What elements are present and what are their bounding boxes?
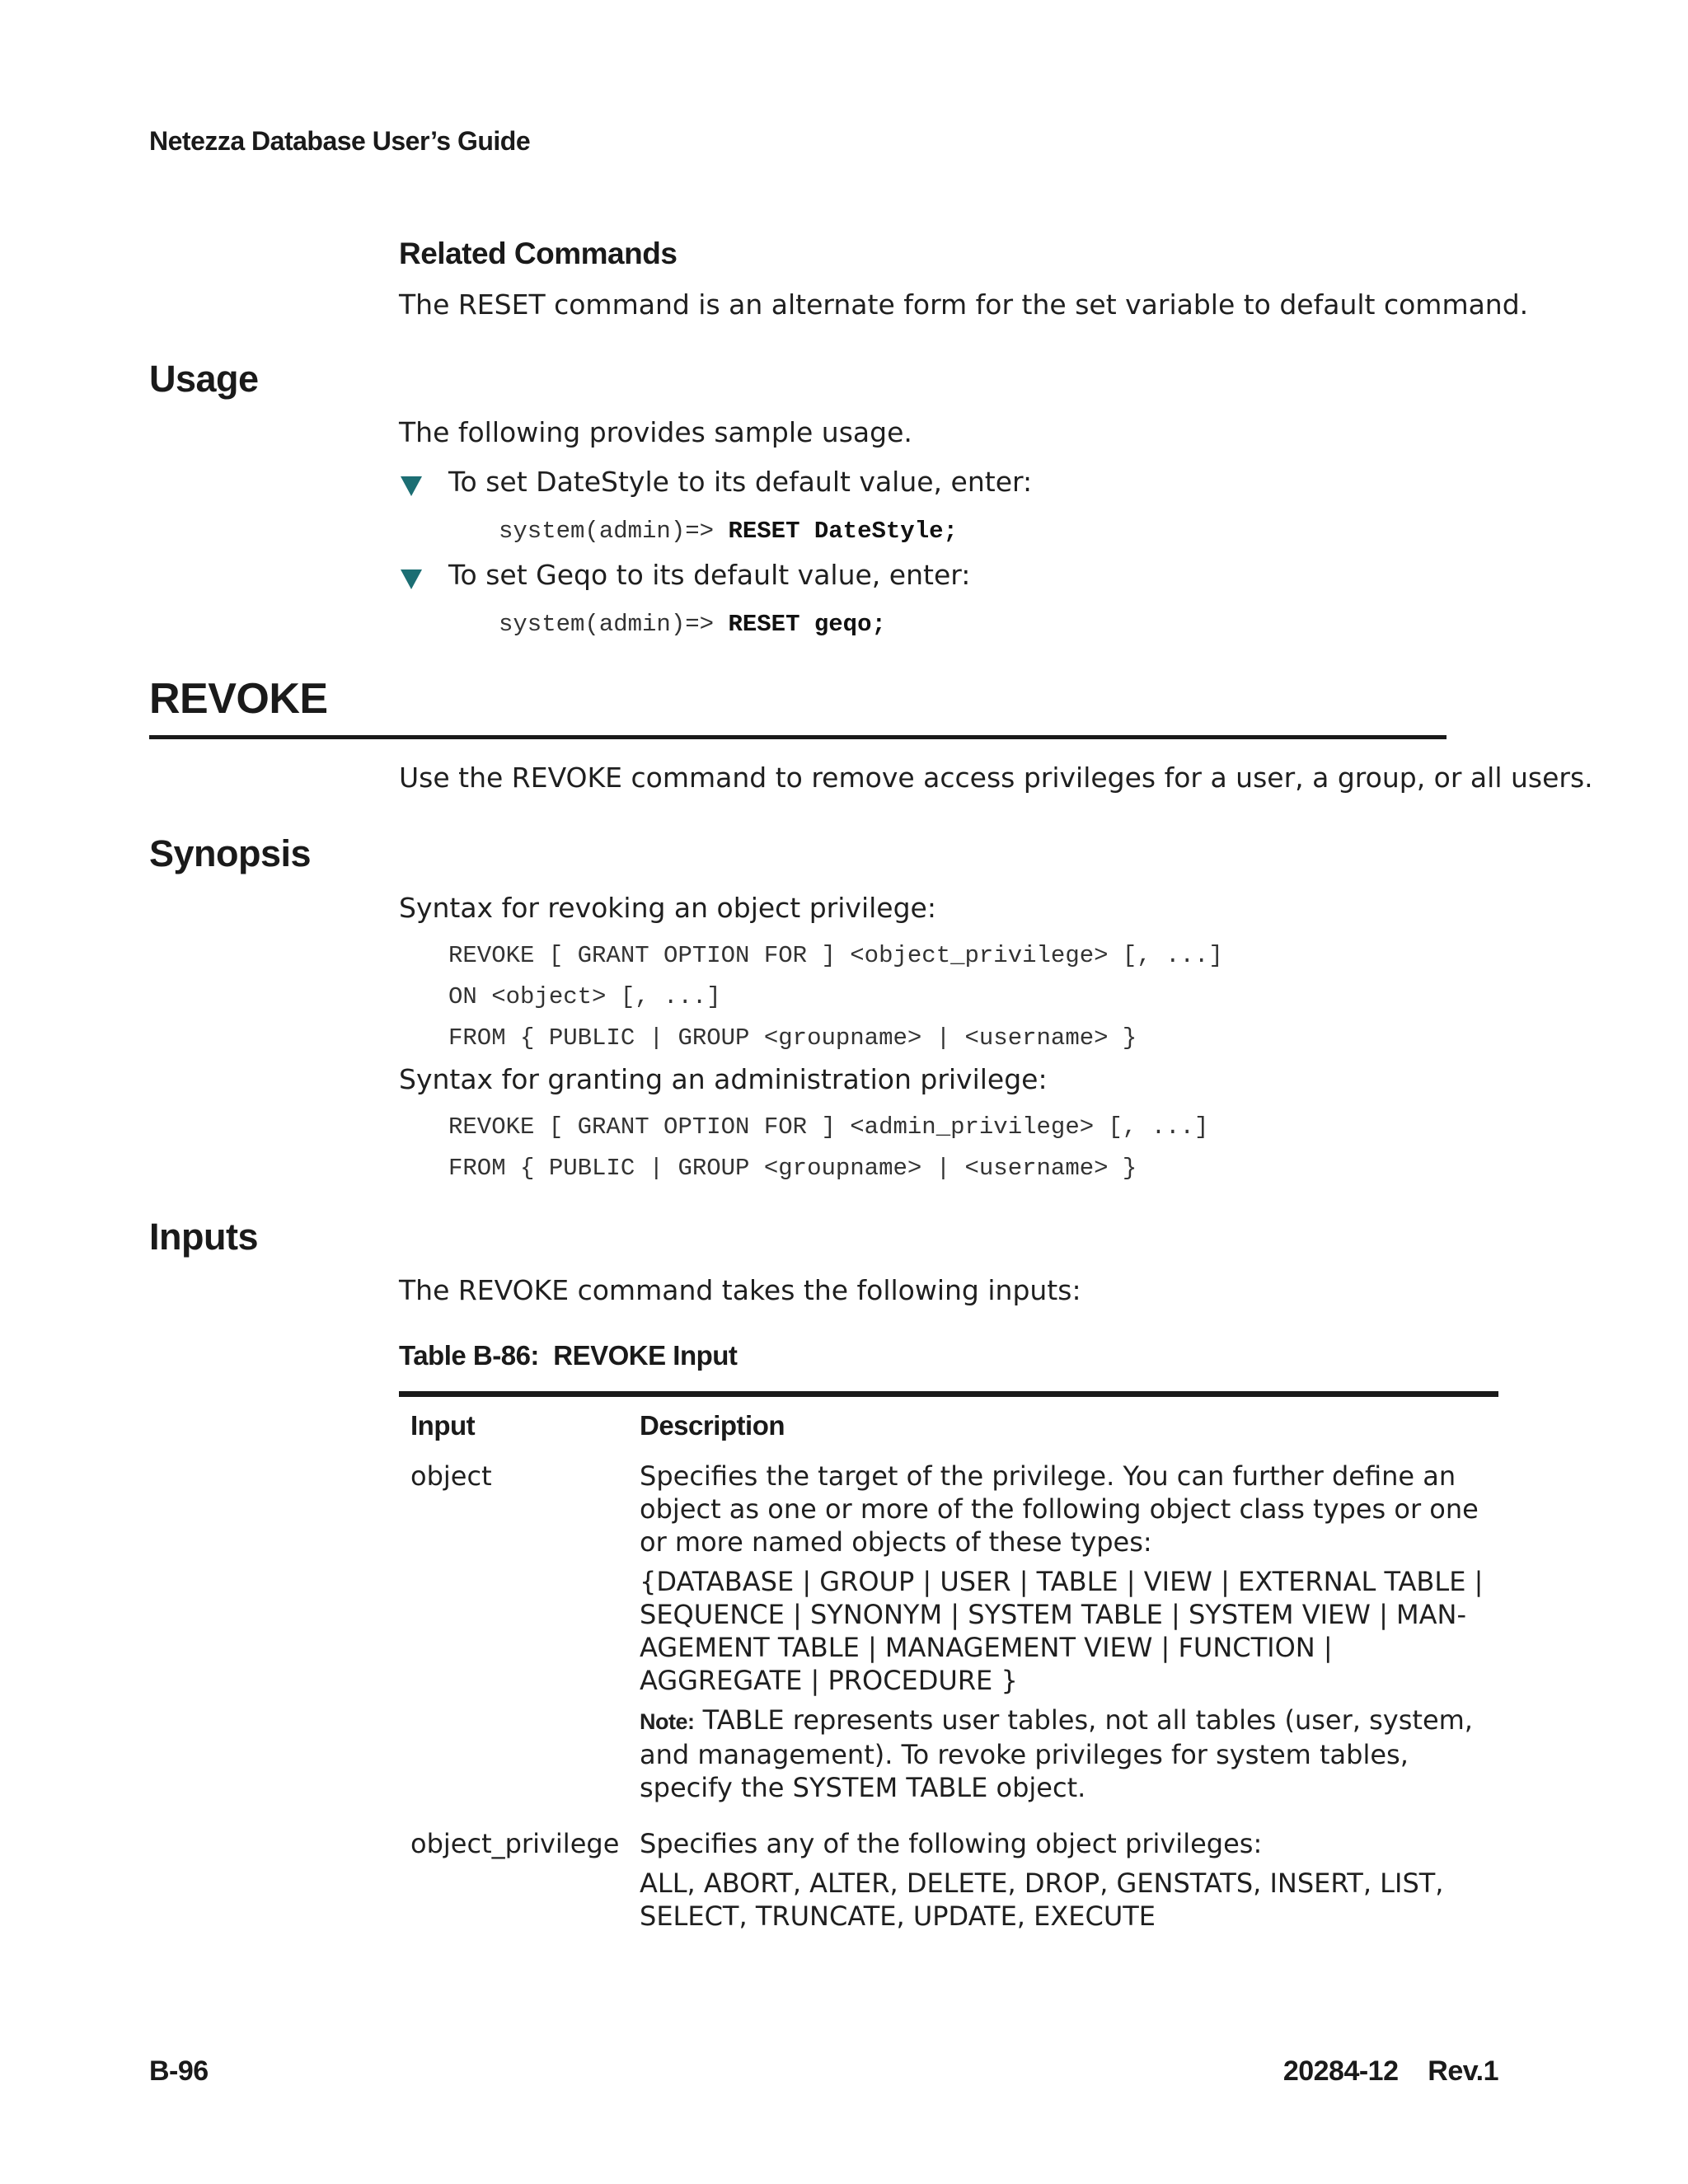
column-header-description: Description <box>640 1410 785 1441</box>
title-rule <box>149 735 1447 739</box>
synopsis-object-line-2: ON <object> [, ...] <box>448 983 721 1010</box>
bullet-triangle-icon <box>401 569 422 589</box>
cell-input: object_privilege <box>410 1828 620 1859</box>
related-commands-heading: Related Commands <box>399 237 678 270</box>
synopsis-admin-line-1: REVOKE [ GRANT OPTION FOR ] <admin_privilege> [, ...] <box>448 1113 1209 1141</box>
usage-item-datestyle-code <box>499 518 958 545</box>
column-header-input: Input <box>410 1410 476 1441</box>
cell-input: object <box>410 1460 492 1492</box>
code-command: RESET geqo; <box>728 611 886 638</box>
usage-heading: Usage <box>149 358 259 400</box>
synopsis-object-line-1: REVOKE [ GRANT OPTION FOR ] <object_privilege> [, ...] <box>448 942 1223 969</box>
synopsis-object-intro: Syntax for revoking an object privilege: <box>399 892 936 924</box>
cell-description: Specifies any of the following object privileges: <box>640 1828 1263 1859</box>
usage-intro: The following provides sample usage. <box>399 416 912 448</box>
synopsis-heading: Synopsis <box>149 832 312 874</box>
table-caption: Table B-86: REVOKE Input <box>399 1340 738 1371</box>
footer-doc-id: 20284-12 Rev.1 <box>1282 2055 1498 2087</box>
usage-item-geqo-text: To set Geqo to its default value, enter: <box>448 559 971 591</box>
revoke-title: REVOKE <box>149 675 328 723</box>
synopsis-object-line-3: FROM { PUBLIC | GROUP <groupname> | <username> } <box>448 1024 1137 1052</box>
cell-description: Specifies the target of the privilege. You can further define an object as one or more of the following object class types or one or more named objects of these types: <box>640 1460 1479 1558</box>
note-text: TABLE represents user tables, not all tables (user, system, and management). To revoke privileges for system tables, specify the SYSTEM TABLE object. <box>640 1704 1473 1803</box>
synopsis-admin-line-2: FROM { PUBLIC | GROUP <groupname> | <username> } <box>448 1155 1137 1182</box>
cell-description-privileges: ALL, ABORT, ALTER, DELETE, DROP, GENSTATS, INSERT, LIST, SELECT, TRUNCATE, UPDATE, EXECUTE <box>640 1868 1444 1932</box>
table-row <box>399 1460 1498 1827</box>
code-prompt: system(admin)=> <box>499 518 729 545</box>
cell-note <box>640 1704 1498 1804</box>
synopsis-admin-intro: Syntax for granting an administration privilege: <box>399 1063 1048 1095</box>
usage-item-geqo-code <box>499 611 886 638</box>
revoke-description: Use the REVOKE command to remove access privileges for a user, a group, or all users. <box>399 762 1593 794</box>
related-commands-text: The RESET command is an alternate form for the set variable to default command. <box>399 288 1529 321</box>
bullet-triangle-icon <box>401 476 422 496</box>
note-label: Note: <box>640 1709 695 1734</box>
table-row <box>399 1827 1498 1933</box>
table-header-row <box>399 1397 1498 1460</box>
inputs-heading: Inputs <box>149 1216 258 1258</box>
cell-description-types: {DATABASE | GROUP | USER | TABLE | VIEW | EXTERNAL TABLE | SEQUENCE | SYNONYM | SYSTEM TABLE | SYSTEM VIEW | MAN-AGEMENT TABLE | MANAGEMENT VIEW | FUNCTION | AGGREGATE | PROCEDURE } <box>640 1566 1484 1696</box>
footer-page-number: B-96 <box>149 2055 209 2087</box>
running-header: Netezza Database User’s Guide <box>149 126 531 156</box>
inputs-intro: The REVOKE command takes the following inputs: <box>399 1274 1081 1306</box>
revoke-input-table <box>399 1391 1498 1933</box>
code-prompt: system(admin)=> <box>499 611 729 638</box>
usage-item-datestyle-text: To set DateStyle to its default value, enter: <box>448 466 1033 498</box>
code-command: RESET DateStyle; <box>728 518 958 545</box>
